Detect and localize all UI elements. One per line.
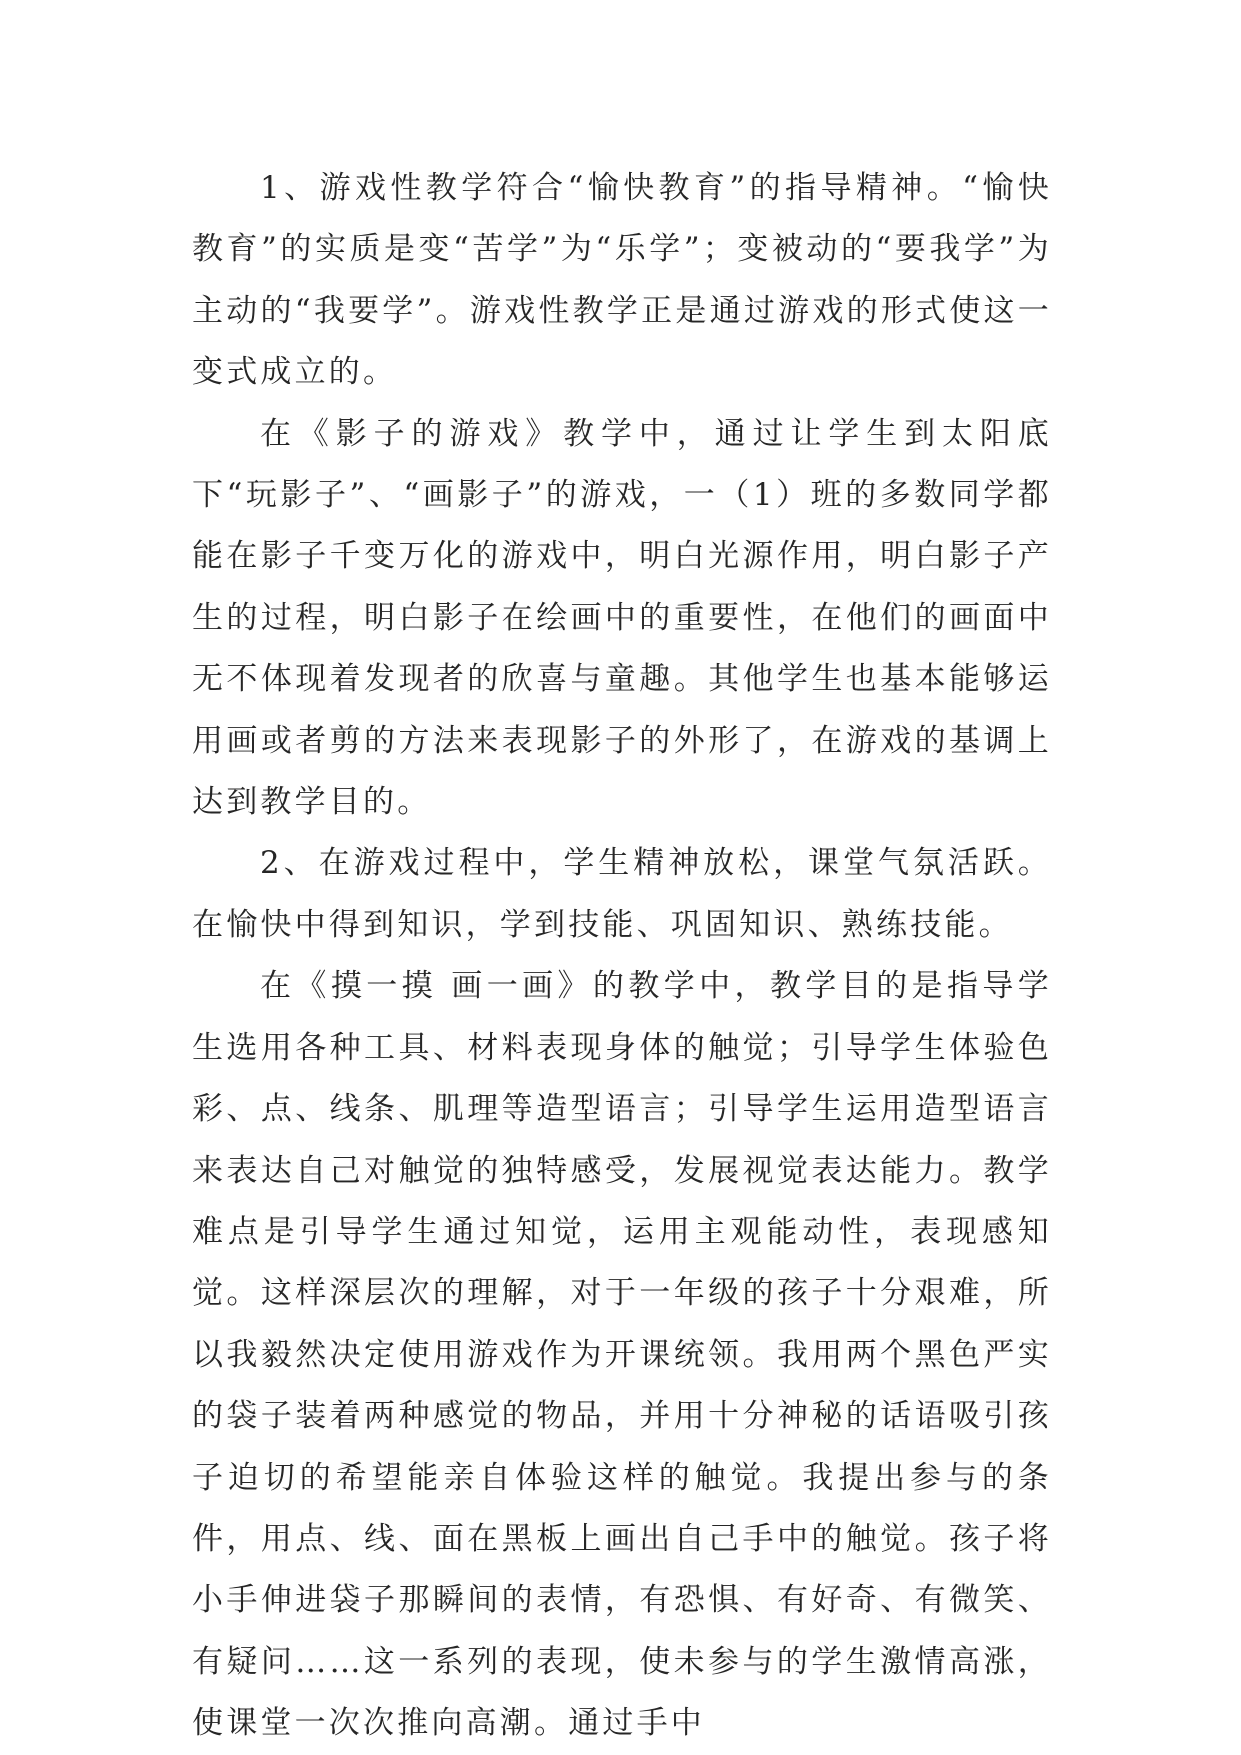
paragraph-2: 在《影子的游戏》教学中，通过让学生到太阳底下“玩影子”、“画影子”的游戏，一（1）班的多数同学都能在影子千变万化的游戏中，明白光源作用，明白影子产生的过程，明白影子在绘画中的重要性，在他们的画面中无不体现着发现者的欣喜与童趣。其他学生也基本能够运用画或者剪的方法来表现影子的外形了，在游戏的基调上达到教学目的。 bbox=[192, 415, 1052, 821]
paragraph-4: 在《摸一摸 画一画》的教学中，教学目的是指导学生选用各种工具、材料表现身体的触觉；引导学生体验色彩、点、线条、肌理等造型语言；引导学生运用造型语言来表达自己对触觉的独特感受，发展视觉表达能力。教学难点是引导学生通过知觉，运用主观能动性，表现感知觉。这样深层次的理解，对于一年级的孩子十分艰难，所以我毅然决定使用游戏作为开课统领。我用两个黑色严实的袋子装着两种感觉的物品，并用十分神秘的话语吸引孩子迫切的希望能亲自体验这样的触觉。我提出参与的条件，用点、线、面在黑板上画出自己手中的触觉。孩子将小手伸进袋子那瞬间的表情，有恐惧、有好奇、有微笑、有疑问……这一系列的表现，使未参与的学生激情高涨，使课堂一次次推向高潮。通过手中 bbox=[192, 968, 1052, 1742]
document-body bbox=[192, 158, 1052, 1755]
paragraph-3: 2、在游戏过程中，学生精神放松，课堂气氛活跃。在愉快中得到知识，学到技能、巩固知识、熟练技能。 bbox=[192, 845, 1052, 943]
paragraph-1: 1、游戏性教学符合“愉快教育”的指导精神。“愉快教育”的实质是变“苦学”为“乐学”；变被动的“要我学”为主动的“我要学”。游戏性教学正是通过游戏的形式使这一变式成立的。 bbox=[192, 170, 1052, 391]
